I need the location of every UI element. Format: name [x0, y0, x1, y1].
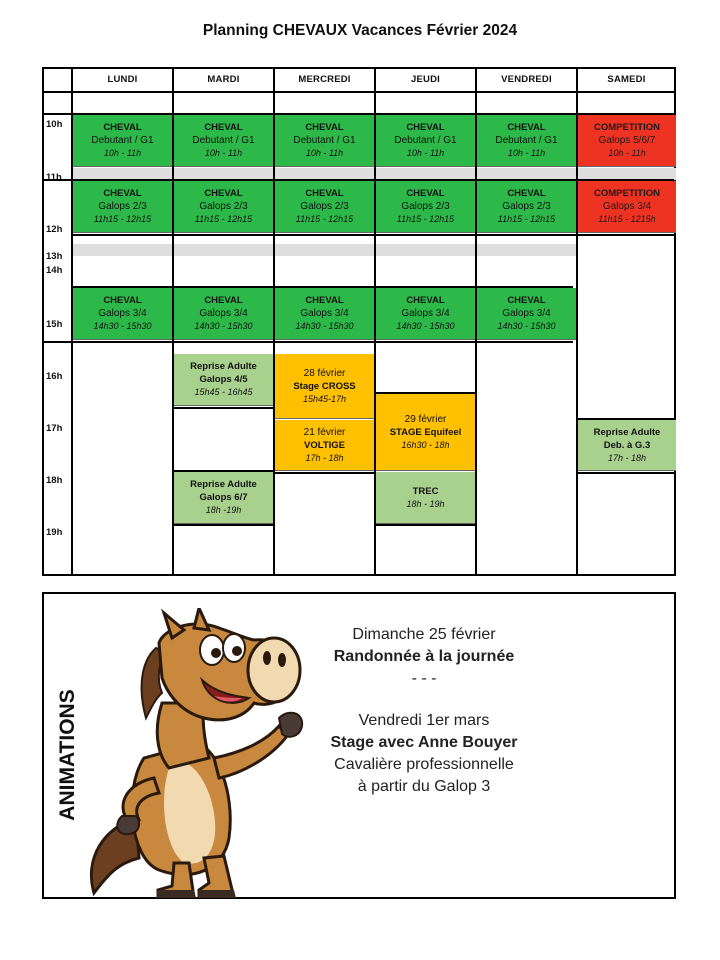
slot-time: 14h30 - 15h30: [194, 321, 253, 331]
slot-level: Galops 2/3: [401, 201, 450, 212]
slot-title: CHEVAL: [406, 295, 445, 306]
slot-time: 17h - 18h: [305, 452, 344, 463]
slot-date: 28 février: [303, 367, 346, 379]
slot-vendredi-galops23: [477, 181, 576, 233]
slot-time: 18h - 19h: [406, 498, 445, 509]
slot-title: CHEVAL: [507, 122, 546, 133]
slot-time: 11h15 - 12h15: [295, 214, 354, 224]
slot-time: 15h45-17h: [302, 393, 347, 404]
anim-line-date2: Vendredi 1er mars: [358, 712, 490, 729]
row-line: [577, 472, 674, 474]
slot-level: Debutant / G1: [394, 135, 457, 146]
anim-line-date1: Dimanche 25 février: [352, 626, 496, 643]
animations-box: [42, 592, 676, 899]
slot-level: Galops 2/3: [199, 201, 248, 212]
slot-time: 11h15 - 12h15: [497, 214, 556, 224]
band-13h: [72, 244, 577, 256]
slot-jeudi-galops23: [376, 181, 475, 233]
slot-level: Galops 6/7: [199, 492, 248, 503]
day-header-mercredi: MERCREDI: [298, 74, 351, 85]
slot-level: Debutant / G1: [495, 135, 558, 146]
slot-time: 10h - 11h: [305, 148, 344, 158]
slot-title: CHEVAL: [406, 122, 445, 133]
hour-label: 18h: [46, 475, 63, 486]
animations-label: [44, 600, 84, 850]
row-line: [72, 234, 674, 236]
anim-line-event2: Stage avec Anne Bouyer: [330, 734, 518, 751]
slot-time: 16h30 - 18h: [401, 439, 450, 450]
slot-jeudi-galops34: [376, 288, 475, 340]
slot-title: TREC: [412, 485, 439, 497]
col-line: [576, 69, 578, 574]
hour-label: 14h: [46, 265, 63, 276]
animations-text: [289, 624, 559, 798]
slot-title: CHEVAL: [305, 188, 344, 199]
slot-level: Galops 4/5: [199, 374, 248, 385]
slot-title: CHEVAL: [204, 188, 243, 199]
row-line: [44, 179, 674, 181]
slot-time: 18h -19h: [205, 505, 242, 515]
slot-time: 14h30 - 15h30: [396, 321, 455, 331]
hour-label: 17h: [46, 423, 63, 434]
slot-title: Stage CROSS: [293, 380, 356, 392]
anim-line-detail2: à partir du Galop 3: [357, 778, 491, 795]
slot-time: 17h - 18h: [607, 452, 647, 463]
slot-mardi-reprise-adulte-45: [174, 354, 273, 406]
col-line: [273, 69, 275, 574]
row-line: [173, 524, 274, 526]
hour-label: 10h: [46, 119, 63, 130]
slot-date: 21 février: [303, 426, 346, 438]
header-divider: [44, 91, 674, 93]
slot-mercredi-galops34: [275, 288, 374, 340]
slot-level: Galops 3/4: [602, 201, 652, 212]
slot-level: Galops 3/4: [199, 308, 248, 319]
slot-mardi-galops34: [174, 288, 273, 340]
row-line: [173, 470, 274, 472]
slot-time: 10h - 11h: [507, 148, 546, 158]
slot-level: Galops 3/4: [300, 308, 349, 319]
slot-time: 14h30 - 15h30: [93, 321, 152, 331]
slot-mardi-galops23: [174, 181, 273, 233]
hour-label: 13h: [46, 251, 63, 262]
day-header-lundi: LUNDI: [107, 74, 138, 85]
slot-level: Galops 3/4: [401, 308, 450, 319]
slot-time: 10h - 11h: [608, 148, 646, 158]
slot-title: CHEVAL: [103, 295, 142, 306]
slot-samedi-competition-567: [578, 115, 676, 167]
slot-title: Reprise Adulte: [190, 361, 257, 372]
slot-level: Galops 5/6/7: [598, 135, 656, 146]
col-line: [172, 69, 174, 574]
slot-level: Galops 2/3: [98, 201, 147, 212]
slot-samedi-reprise-adulte: [578, 420, 676, 471]
slot-time: 15h45 - 16h45: [194, 387, 253, 397]
hour-label: 11h: [46, 172, 62, 183]
schedule-table: [42, 67, 676, 576]
page-title: Planning CHEVAUX Vacances Février 2024: [202, 22, 518, 39]
slot-level: Galops 3/4: [502, 308, 551, 319]
slot-level: Galops 3/4: [98, 308, 147, 319]
slot-time: 14h30 - 15h30: [497, 321, 556, 331]
hour-label: 12h: [46, 224, 63, 235]
anim-line-event1: Randonnée à la journée: [333, 648, 515, 665]
slot-time: 10h - 11h: [406, 148, 445, 158]
row-line: [44, 113, 674, 115]
anim-spacer: [289, 690, 559, 710]
slot-mercredi-galops23: [275, 181, 374, 233]
slot-time: 10h - 11h: [204, 148, 243, 158]
day-header-vendredi: VENDREDI: [501, 74, 552, 85]
slot-title: COMPETITION: [594, 122, 660, 133]
col-line: [475, 69, 477, 574]
slot-lundi-galops23: [73, 181, 172, 233]
slot-level: Galops 2/3: [300, 201, 349, 212]
slot-title: STAGE Equifeel: [389, 426, 462, 438]
row-line: [72, 286, 573, 288]
slot-title: CHEVAL: [204, 122, 243, 133]
col-line: [71, 69, 73, 574]
slot-title: COMPETITION: [594, 188, 660, 199]
slot-level: Debutant / G1: [91, 135, 154, 146]
slot-time: 11h15 - 12h15: [396, 214, 455, 224]
slot-title: Reprise Adulte: [190, 479, 257, 490]
row-line: [44, 341, 573, 343]
slot-title: VOLTIGE: [304, 439, 345, 451]
day-header-samedi: SAMEDI: [607, 74, 646, 85]
slot-title: CHEVAL: [204, 295, 243, 306]
slot-vendredi-galops34: [477, 288, 576, 340]
slot-title: CHEVAL: [507, 295, 546, 306]
day-header-mardi: MARDI: [207, 74, 240, 85]
slot-level: Galops 2/3: [502, 201, 551, 212]
slot-time: 11h15 - 1215h: [598, 214, 656, 224]
slot-lundi-debutant: [73, 115, 172, 167]
slot-level: Debutant / G1: [192, 135, 255, 146]
slot-time: 14h30 - 15h30: [295, 321, 354, 331]
slot-title: CHEVAL: [103, 122, 142, 133]
hour-label: 15h: [46, 319, 63, 330]
row-line: [375, 524, 476, 526]
slot-time: 11h15 - 12h15: [93, 214, 152, 224]
slot-title: CHEVAL: [406, 188, 445, 199]
slot-jeudi-trec: [376, 472, 475, 524]
col-line: [374, 69, 376, 574]
slot-mardi-reprise-adulte-67: [174, 472, 273, 524]
hour-label: 16h: [46, 371, 63, 382]
slot-mardi-debutant: [174, 115, 273, 167]
anim-line-detail1: Cavalière professionnelle: [334, 756, 514, 773]
slot-samedi-competition-34: [578, 181, 676, 233]
slot-mercredi-voltige: [275, 420, 374, 471]
slot-title: CHEVAL: [103, 188, 142, 199]
slot-time: 10h - 11h: [103, 148, 142, 158]
animations-label-text: ANIMATIONS: [56, 689, 79, 821]
slot-date: 29 février: [404, 413, 447, 425]
slot-jeudi-debutant: [376, 115, 475, 167]
row-line: [274, 472, 375, 474]
hour-label: 19h: [46, 527, 63, 538]
slot-time: 11h15 - 12h15: [194, 214, 253, 224]
row-line: [577, 418, 674, 420]
slot-level: Deb. à G.3: [603, 439, 651, 451]
anim-line-separator: - - -: [411, 670, 437, 687]
slot-title: Reprise Adulte: [593, 426, 661, 438]
slot-vendredi-debutant: [477, 115, 576, 167]
row-line: [173, 407, 274, 409]
slot-mercredi-debutant: [275, 115, 374, 167]
slot-level: Debutant / G1: [293, 135, 356, 146]
horse-illustration: [84, 608, 314, 898]
slot-mercredi-stage-cross: [275, 354, 374, 419]
slot-title: CHEVAL: [305, 122, 344, 133]
row-line: [375, 392, 476, 394]
day-header-jeudi: JEUDI: [411, 74, 440, 85]
slot-jeudi-stage-equifeel: [376, 394, 475, 471]
slot-title: CHEVAL: [305, 295, 344, 306]
slot-title: CHEVAL: [507, 188, 546, 199]
slot-lundi-galops34: [73, 288, 172, 340]
